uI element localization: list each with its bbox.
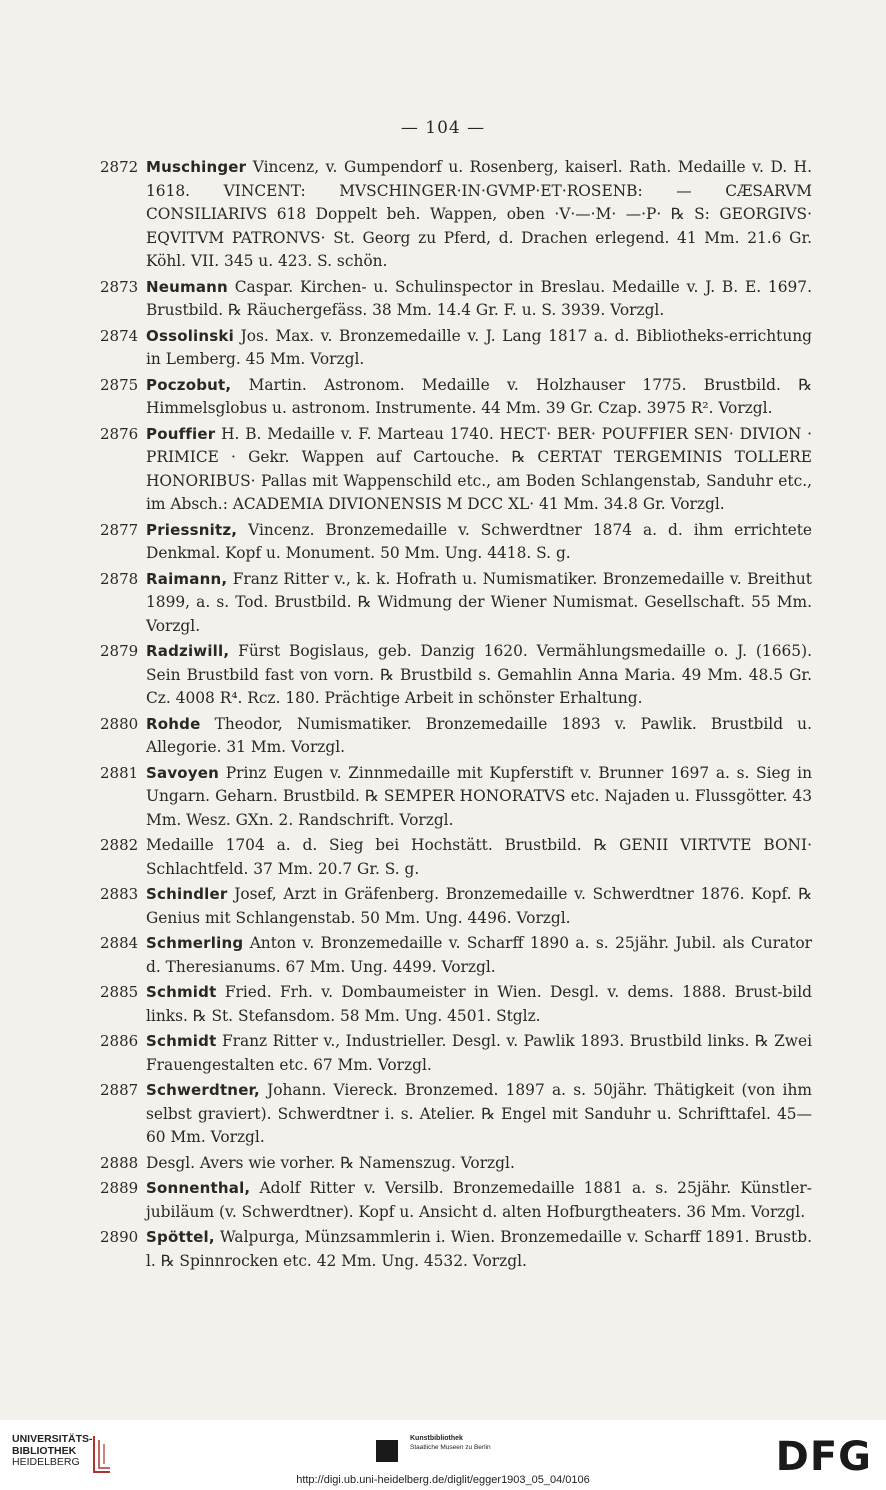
catalog-entry [100,156,812,274]
entry-number: 2879 [100,642,139,660]
kb-subname: Staatliche Museen zu Berlin [410,1444,491,1451]
entry-text: Caspar. Kirchen- u. Schulinspector in Breslau. Medaille v. J. B. E. 1697. Brustbild. ℞ Räuchergefäss. 38 Mm. 14.4 Gr. F. u. S. 3939. Vorzgl. [146,277,812,319]
catalog-entry [100,640,812,711]
entry-text: Johann. Viereck. Bronzemed. 1897 a. s. 50jähr. Thätigkeit (von ihm selbst graviert). Schwerdtner i. s. Atelier. ℞ Engel mit Sanduhr u. Schrifttafel. 45—60 Mm. Vorzgl. [146,1081,812,1146]
entry-number: 2880 [100,714,139,733]
entry-name: Ossolinski [146,326,234,345]
catalog-entry [100,519,812,566]
entry-number: 2882 [100,836,139,854]
entry-name: Muschinger [146,158,247,176]
entry-name: Schmidt [146,983,217,1001]
entry-name: Priessnitz, [146,520,238,539]
entry-number: 2889 [100,1179,139,1197]
entry-name: Sonnenthal, [146,1179,251,1197]
entry-name: Poczobut, [146,375,232,394]
entry-name: Spöttel, [146,1228,215,1246]
uni-logo-line: BIBLIOTHEK [12,1444,77,1457]
university-mark-icon [90,1434,114,1474]
catalog-entry [100,568,812,639]
catalog-entry [100,1152,812,1176]
entry-name: Neumann [146,277,228,296]
entry-text: Jos. Max. v. Bronzemedaille v. J. Lang 1817 a. d. Bibliotheks-errichtung in Lemberg. 45 Mm. Vorzgl. [146,326,812,368]
catalog-entry [100,276,812,323]
entry-text: Adolf Ritter v. Versilb. Bronzemedaille 1881 a. s. 25jähr. Künstler-jubiläum (v. Schwerdtner). Kopf u. Ansicht d. alten Hofburgtheaters. 36 Mm. Vorzgl. [146,1179,812,1221]
entry-name: Schwerdtner, [146,1081,260,1099]
entry-text: Josef, Arzt in Gräfenberg. Bronzemedaille v. Schwerdtner 1876. Kopf. ℞ Genius mit Schlangenstab. 50 Mm. Ung. 4496. Vorzgl. [146,885,812,927]
entry-number: 2885 [100,983,139,1001]
catalog-entry [100,1030,812,1077]
entry-text: Theodor, Numismatiker. Bronzemedaille 1893 v. Pawlik. Brustbild u. Allegorie. 31 Mm. Vorzgl. [146,714,812,756]
catalog-entry [100,883,812,930]
entry-text: Desgl. Avers wie vorher. ℞ Namenszug. Vorzgl. [146,1153,515,1172]
entry-name: Radziwill, [146,642,230,660]
entry-name: Schmerling [146,934,244,952]
catalog-entry [100,762,812,833]
entry-number: 2877 [100,520,139,539]
entry-text: Walpurga, Münzsammlerin i. Wien. Bronzemedaille v. Scharff 1891. Brustb. l. ℞ Spinnrocken etc. 42 Mm. Ung. 4532. Vorzgl. [146,1228,812,1270]
kb-name: Kunstbibliothek [410,1435,463,1442]
entry-text: Martin. Astronom. Medaille v. Holzhauser 1775. Brustbild. ℞ Himmelsglobus u. astronom. Instrumente. 44 Mm. 39 Gr. Czap. 3975 R². Vorzgl. [146,375,812,417]
entry-number: 2888 [100,1153,139,1172]
catalog-entry [100,423,812,517]
entry-text: Anton v. Bronzemedaille v. Scharff 1890 a. s. 25jähr. Jubil. als Curator d. Theresianums. 67 Mm. Ung. 4499. Vorzgl. [146,934,812,976]
entry-number: 2884 [100,934,139,952]
catalog-entry [100,932,812,979]
entry-text: H. B. Medaille v. F. Marteau 1740. HECT· BER· POUFFIER SEN· DIVION · PRIMICE · Gekr. Wappen auf Cartouche. ℞ CERTAT TERGEMINIS TOLLERE HONORIBUS· Pallas mit Wappenschild etc., am Boden Schlangenstab, Sanduhr etc., im Absch.: ACADEMIA DIVIONENSIS M DCC XL· 41 Mm. 34.8 Gr. Vorzgl. [146,424,812,513]
catalog-entry [100,981,812,1028]
entry-name: Schindler [146,885,228,903]
catalog-entry [100,713,812,760]
entry-number: 2886 [100,1032,139,1050]
entry-number: 2876 [100,424,139,443]
page-footer [0,1420,886,1490]
entry-text: Franz Ritter v., k. k. Hofrath u. Numismatiker. Bronzemedaille v. Breithut 1899, a. s. Tod. Brustbild. ℞ Widmung der Wiener Numismat. Gesellschaft. 55 Mm. Vorzgl. [146,569,812,635]
entry-name: Raimann, [146,569,228,588]
entry-text: Vincenz, v. Gumpendorf u. Rosenberg, kaiserl. Rath. Medaille v. D. H. 1618. VINCENT: MVSCHINGER·IN·GVMP·ET·ROSENB: — CÆSARVM CONSILIARIVS 618 Doppelt beh. Wappen, oben ·V·—·M· —·P· ℞ S: GEORGIVS· EQVITVM PATRONVS· St. Georg zu Pferd, d. Drachen erlegend. 41 Mm. 21.6 Gr. Köhl. VII. 345 u. 423. S. schön. [146,158,812,270]
catalog-entry [100,834,812,881]
university-library-logo [12,1434,93,1469]
catalog-entry [100,1079,812,1150]
kunstbibliothek-square-icon [376,1440,398,1462]
entry-name: Rohde [146,714,201,733]
entry-text: Prinz Eugen v. Zinnmedaille mit Kupferstift v. Brunner 1697 a. s. Sieg in Ungarn. Geharn. Brustbild. ℞ SEMPER HONORATVS etc. Najaden u. Flussgötter. 43 Mm. Wesz. GXn. 2. Randschrift. Vorzgl. [146,763,812,829]
catalog-entry [100,1177,812,1224]
entry-name: Schmidt [146,1032,217,1050]
entry-text: Franz Ritter v., Industrieller. Desgl. v. Pawlik 1893. Brustbild links. ℞ Zwei Frauengestalten etc. 67 Mm. Vorzgl. [146,1032,812,1074]
entry-number: 2887 [100,1081,139,1099]
entry-number: 2875 [100,375,139,394]
page-number: — 104 — [400,118,486,138]
entry-number: 2890 [100,1228,139,1246]
entry-text: Fried. Frh. v. Dombaumeister in Wien. Desgl. v. dems. 1888. Brust-bild links. ℞ St. Stefansdom. 58 Mm. Ung. 4501. Stglz. [146,983,812,1025]
entry-number: 2883 [100,885,139,903]
entry-number: 2874 [100,326,139,345]
entry-text: Vincenz. Bronzemedaille v. Schwerdtner 1874 a. d. ihm errichtete Denkmal. Kopf u. Monument. 50 Mm. Ung. 4418. S. g. [146,520,812,562]
catalog-entries [100,156,812,1275]
entry-number: 2872 [100,158,139,176]
source-url[interactable]: http://digi.ub.uni-heidelberg.de/diglit/egger1903_05_04/0106 [296,1474,590,1486]
entry-name: Savoyen [146,763,220,782]
catalog-entry [100,325,812,372]
entry-text: Fürst Bogislaus, geb. Danzig 1620. Vermählungsmedaille o. J. (1665). Sein Brustbild fast von vorn. ℞ Brustbild s. Gemahlin Anna Maria. 49 Mm. 48.5 Gr. Cz. 4008 R⁴. Rcz. 180. Prächtige Arbeit in schönster Erhaltung. [146,642,812,707]
catalog-entry [100,374,812,421]
entry-name: Pouffier [146,424,216,443]
entry-number: 2873 [100,277,139,296]
entry-text: Medaille 1704 a. d. Sieg bei Hochstätt. Brustbild. ℞ GENII VIRTVTE BONI· Schlachtfeld. 37 Mm. 20.7 Gr. S. g. [146,836,812,878]
dfg-logo: DFG [775,1434,872,1480]
uni-logo-line: HEIDELBERG [12,1456,80,1468]
catalog-entry [100,1226,812,1273]
entry-number: 2881 [100,763,139,782]
uni-logo-line: UNIVERSITÄTS- [12,1433,93,1445]
entry-number: 2878 [100,569,139,588]
